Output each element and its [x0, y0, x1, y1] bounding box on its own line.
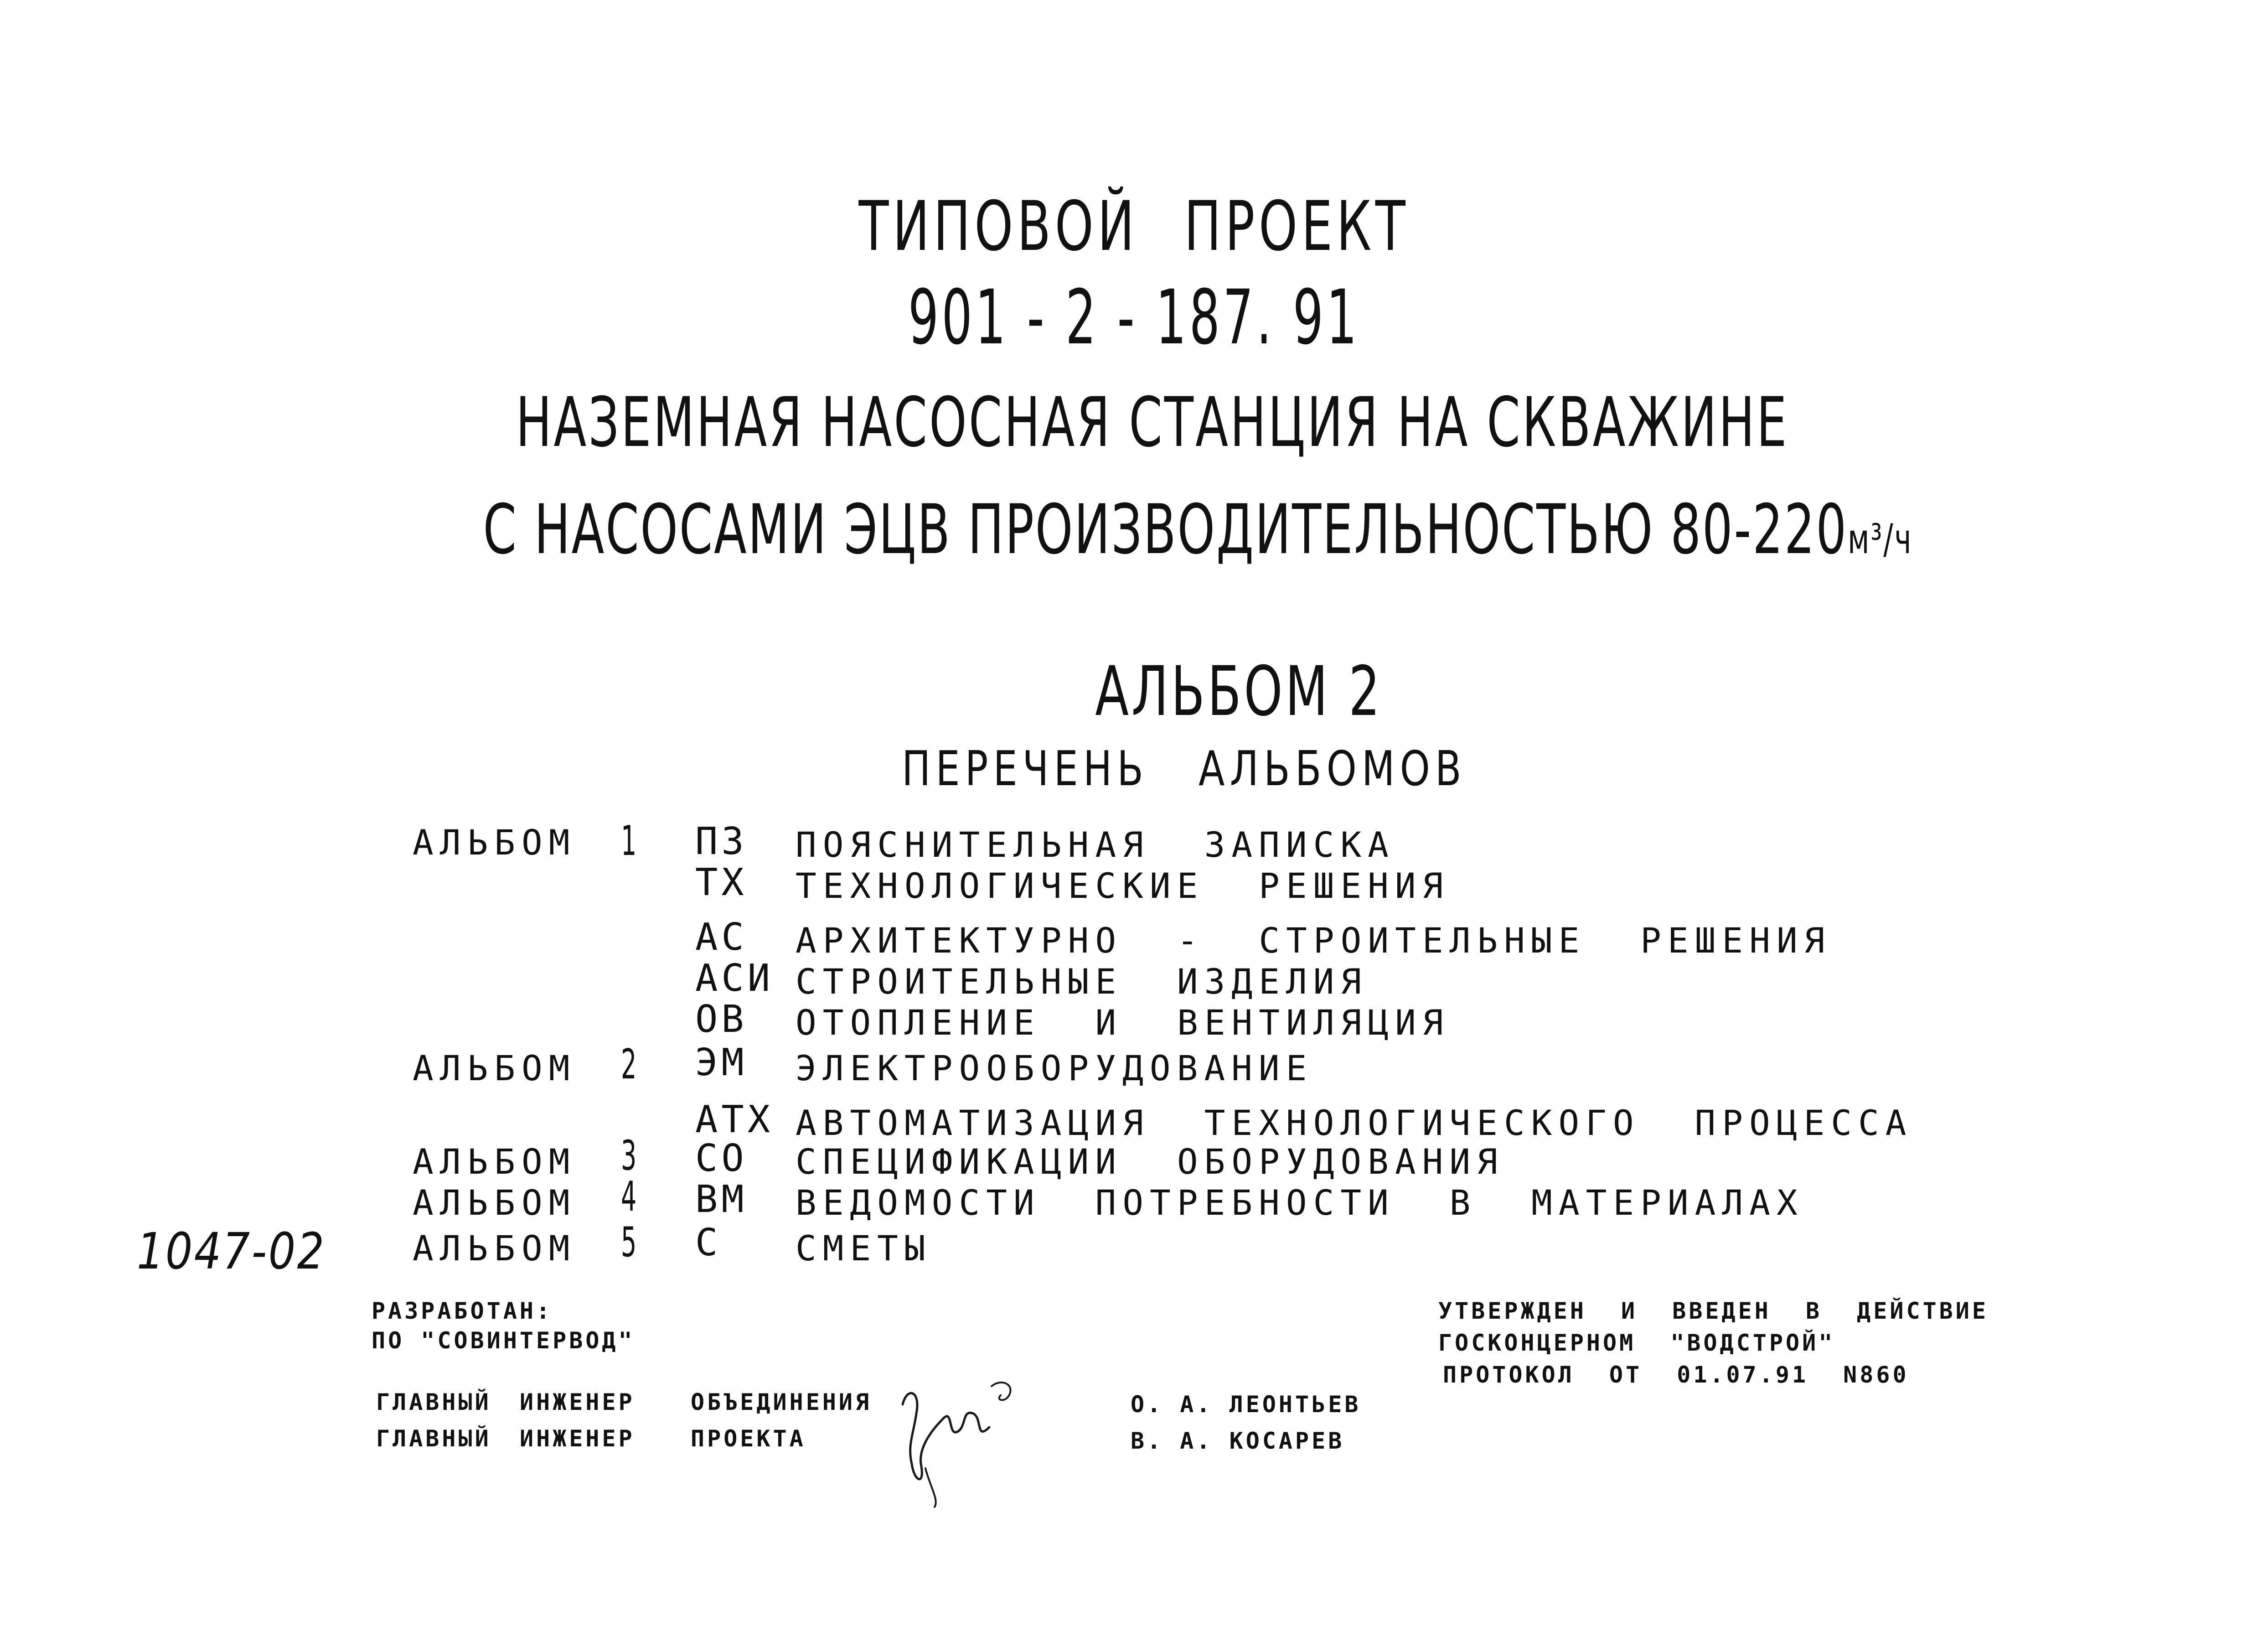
approval-line3: ПРОТОКОЛ ОТ 01.07.91 N860 — [1443, 1362, 1909, 1388]
album-code: С — [695, 1221, 722, 1264]
project-title-line2-text: С НАСОСАМИ ЭЦВ ПРОИЗВОДИТЕЛЬНОСТЬЮ 80-220 — [483, 490, 1848, 570]
album-label: АЛЬБОМ — [413, 1228, 576, 1269]
album-code: СО — [695, 1137, 748, 1180]
signatory-role-word3: ПРОЕКТА — [691, 1425, 806, 1452]
approval-line1: УТВЕРЖДЕН И ВВЕДЕН В ДЕЙСТВИЕ — [1438, 1298, 1989, 1324]
album-label: АЛЬБОМ — [413, 1182, 576, 1223]
album-description: ОТОПЛЕНИЕ И ВЕНТИЛЯЦИЯ — [796, 1002, 1450, 1043]
album-code: ЭМ — [695, 1041, 748, 1084]
project-title-line1: НАЗЕМНАЯ НАСОСНАЯ СТАНЦИЯ НА СКВАЖИНЕ — [516, 383, 1789, 462]
album-description: ТЕХНОЛОГИЧЕСКИЕ РЕШЕНИЯ — [796, 865, 1450, 906]
handwritten-inventory-number: 1047-02 — [137, 1222, 326, 1280]
signature-stroke — [903, 1393, 989, 1479]
album-code: АТХ — [695, 1098, 774, 1141]
signatory-name: В. А. КОСАРЕВ — [1131, 1428, 1345, 1454]
album-description: АРХИТЕКТУРНО - СТРОИТЕЛЬНЫЕ РЕШЕНИЯ — [796, 920, 1831, 961]
signature-tail — [925, 1468, 936, 1507]
project-title-line2 — [404, 490, 1992, 570]
signature-flourish — [992, 1383, 1011, 1400]
album-label: АЛЬБОМ — [413, 1048, 576, 1088]
album-number: 2 — [621, 1041, 641, 1088]
album-code: АСИ — [695, 957, 774, 1000]
album-list-heading: ПЕРЕЧЕНЬ АЛЬБОМОВ — [902, 741, 1467, 797]
album-label: АЛЬБОМ — [413, 1141, 576, 1182]
signatory-role-word1: ГЛАВНЫЙ — [376, 1389, 491, 1415]
signatory-role-word2: ИНЖЕНЕР — [520, 1425, 635, 1452]
album-title: АЛЬБОМ 2 — [1095, 652, 1383, 731]
album-description: АВТОМАТИЗАЦИЯ ТЕХНОЛОГИЧЕСКОГО ПРОЦЕССА — [796, 1103, 1913, 1143]
signature-image — [894, 1372, 1021, 1509]
album-description: ПОЯСНИТЕЛЬНАЯ ЗАПИСКА — [796, 824, 1395, 865]
album-code: ВМ — [695, 1178, 748, 1221]
developer-label: РАЗРАБОТАН: — [372, 1298, 553, 1324]
project-number: 901 - 2 - 187. 91 — [908, 274, 1360, 361]
album-code: ОВ — [695, 998, 748, 1041]
album-label: АЛЬБОМ — [413, 822, 576, 863]
album-number: 1 — [621, 817, 641, 865]
album-description: СТРОИТЕЛЬНЫЕ ИЗДЕЛИЯ — [796, 961, 1368, 1002]
capacity-unit: м³/ч — [1847, 515, 1913, 563]
album-description: СМЕТЫ — [796, 1228, 932, 1269]
album-description: ЭЛЕКТРООБОРУДОВАНИЕ — [796, 1048, 1313, 1088]
album-description: ВЕДОМОСТИ ПОТРЕБНОСТИ В МАТЕРИАЛАХ — [796, 1182, 1804, 1223]
project-type: ТИПОВОЙ ПРОЕКТ — [858, 187, 1410, 266]
album-description: СПЕЦИФИКАЦИИ ОБОРУДОВАНИЯ — [796, 1141, 1504, 1182]
approval-line2: ГОСКОНЦЕРНОМ "ВОДСТРОЙ" — [1438, 1330, 1835, 1356]
signatory-role-word2: ИНЖЕНЕР — [520, 1389, 635, 1415]
signatory-name: О. А. ЛЕОНТЬЕВ — [1131, 1391, 1361, 1418]
signatory-role-word3: ОБЪЕДИНЕНИЯ — [691, 1389, 872, 1415]
developer-org: ПО "СОВИНТЕРВОД" — [372, 1327, 635, 1354]
signatory-role-word1: ГЛАВНЫЙ — [376, 1425, 491, 1452]
album-number: 4 — [621, 1173, 641, 1221]
album-number: 3 — [621, 1132, 641, 1180]
album-code: ПЗ — [695, 820, 748, 863]
album-number: 5 — [621, 1218, 641, 1266]
album-code: АС — [695, 916, 748, 959]
album-code: ТХ — [695, 861, 748, 904]
